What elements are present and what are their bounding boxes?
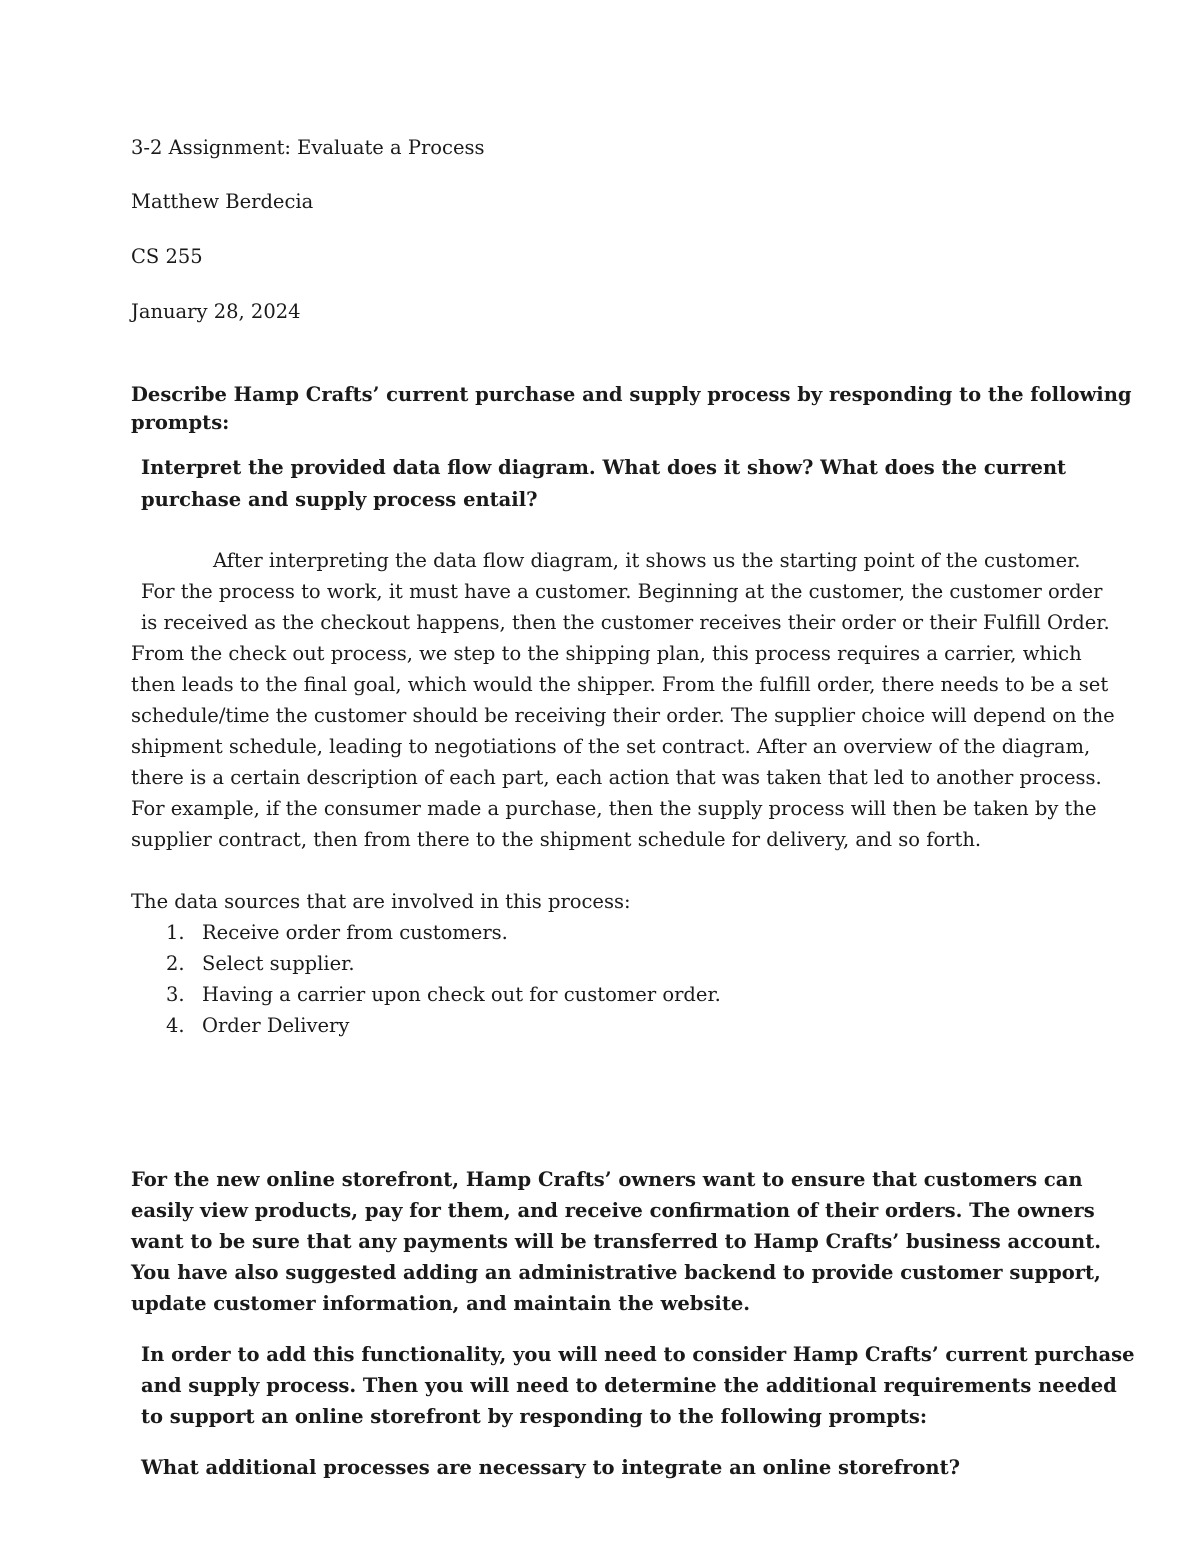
list-item: Select supplier. — [202, 952, 355, 975]
section1-heading-line1: Describe Hamp Crafts’ current purchase and supply process by responding to the following — [131, 383, 1132, 406]
section2-intro-line: You have also suggested adding an administrative backend to provide customer support, — [131, 1261, 1101, 1284]
list-number: 3. — [166, 983, 185, 1006]
paragraph-line: For example, if the consumer made a purchase, then the supply process will then be taken by the — [131, 797, 1097, 820]
list-item: Order Delivery — [202, 1014, 350, 1037]
section1-heading-line2: prompts: — [131, 411, 230, 434]
section2-intro-line: easily view products, pay for them, and receive confirmation of their orders. The owners — [131, 1199, 1095, 1222]
paragraph-line: there is a certain description of each part, each action that was taken that led to another process. — [131, 766, 1102, 789]
paragraph-line: is received as the checkout happens, then the customer receives their order or their Fulfill Order. — [141, 611, 1110, 634]
paragraph-line: then leads to the final goal, which would the shipper. From the fulfill order, there needs to be a set — [131, 673, 1109, 696]
list-item: Receive order from customers. — [202, 921, 508, 944]
document-date: January 28, 2024 — [131, 300, 301, 323]
section2-intro-line: For the new online storefront, Hamp Crafts’ owners want to ensure that customers can — [131, 1168, 1083, 1191]
section2-intro-line: want to be sure that any payments will be transferred to Hamp Crafts’ business account. — [131, 1230, 1102, 1253]
list-number: 2. — [166, 952, 185, 975]
course-code: CS 255 — [131, 245, 203, 268]
paragraph-line: shipment schedule, leading to negotiations of the set contract. After an overview of the diagram, — [131, 735, 1091, 758]
section2-prompt-line: In order to add this functionality, you will need to consider Hamp Crafts’ current purchase — [141, 1343, 1135, 1366]
list-item: Having a carrier upon check out for customer order. — [202, 983, 721, 1006]
section2-intro-line: update customer information, and maintain the website. — [131, 1292, 751, 1315]
paragraph-line: For the process to work, it must have a customer. Beginning at the customer, the customer order — [141, 580, 1103, 603]
section2-question: What additional processes are necessary to integrate an online storefront? — [141, 1456, 960, 1479]
section2-prompt-line: to support an online storefront by responding to the following prompts: — [141, 1405, 928, 1428]
paragraph-line: After interpreting the data flow diagram, it shows us the starting point of the customer. — [213, 549, 1081, 572]
list-number: 1. — [166, 921, 185, 944]
section1-prompt-line2: purchase and supply process entail? — [141, 488, 538, 511]
paragraph-line: supplier contract, then from there to the shipment schedule for delivery, and so forth. — [131, 828, 982, 851]
list-number: 4. — [166, 1014, 185, 1037]
paragraph-line: schedule/time the customer should be receiving their order. The supplier choice will depend on the — [131, 704, 1115, 727]
author-name: Matthew Berdecia — [131, 190, 314, 213]
section1-prompt-line1: Interpret the provided data flow diagram. What does it show? What does the current — [141, 456, 1067, 479]
paragraph-line: From the check out process, we step to the shipping plan, this process requires a carrier, which — [131, 642, 1082, 665]
section2-prompt-line: and supply process. Then you will need to determine the additional requirements needed — [141, 1374, 1117, 1397]
sources-intro: The data sources that are involved in this process: — [131, 890, 631, 913]
assignment-title: 3-2 Assignment: Evaluate a Process — [131, 136, 485, 159]
